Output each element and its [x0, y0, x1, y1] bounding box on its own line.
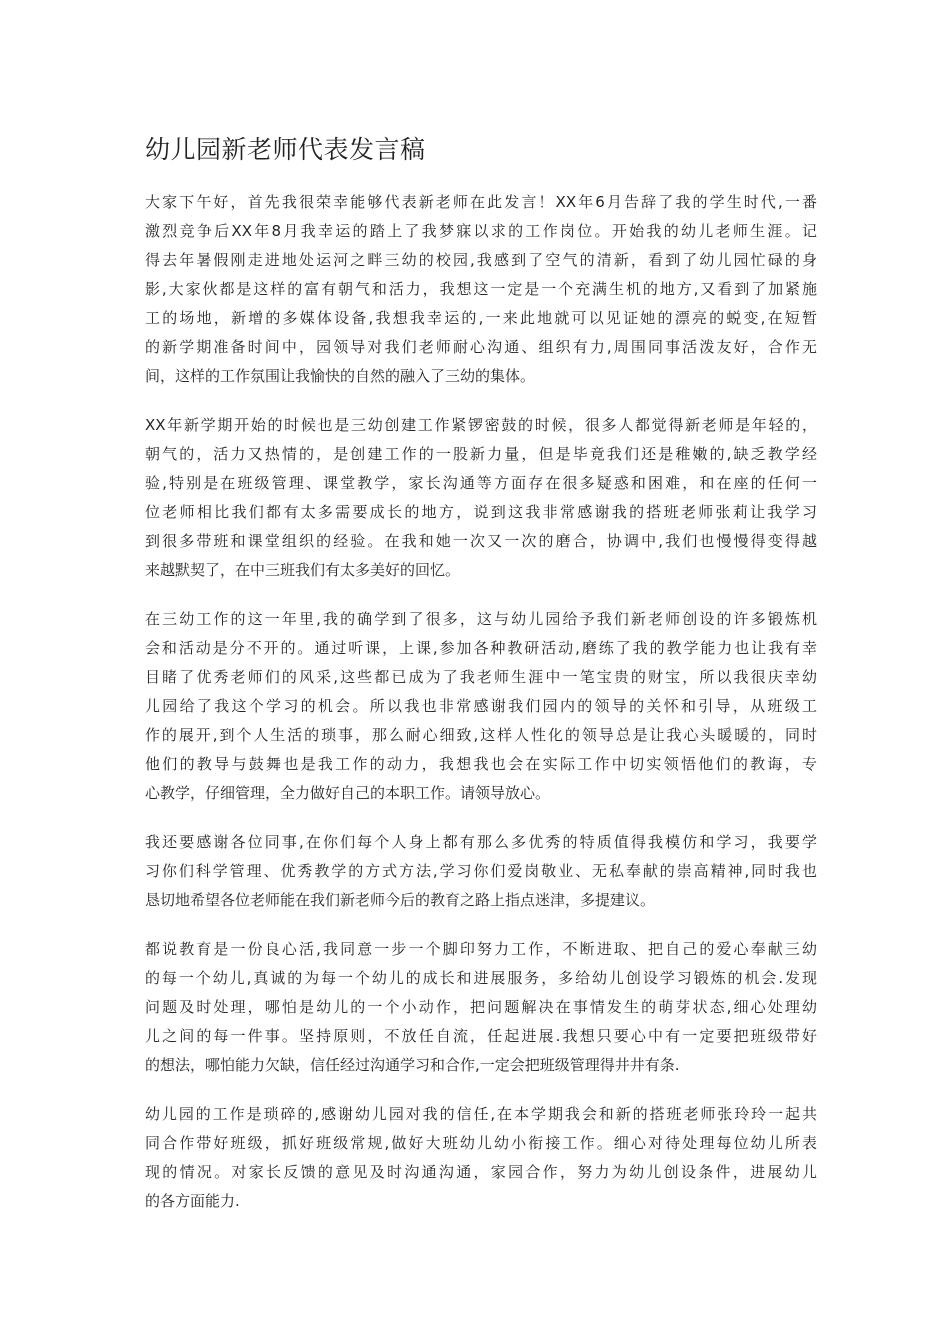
paragraph	[145, 1100, 817, 1216]
paragraph-line: 激烈竞争后XX年8月我幸运的踏上了我梦寐以求的工作岗位。开始我的幼儿老师生涯。记	[145, 222, 817, 240]
paragraph-line: 幼儿园的工作是琐碎的,感谢幼儿园对我的信任,在本学期我会和新的搭班老师张玲玲一起共	[145, 1105, 817, 1123]
paragraph	[145, 188, 817, 391]
paragraph-line: 问题及时处理，哪怕是幼儿的一个小动作，把问题解决在事情发生的萌芽状态,细心处理幼	[145, 998, 817, 1016]
paragraph-line: 他们的教导与鼓舞也是我工作的动力，我想我也会在实际工作中切实领悟他们的教诲，专	[145, 755, 817, 773]
paragraph-line: 验,特别是在班级管理、课堂教学，家长沟通等方面存在很多疑惑和困难，和在座的任何一	[145, 474, 817, 492]
paragraph-line: 目睹了优秀老师们的风采,这些都已成为了我老师生涯中一笔宝贵的财宝，所以我很庆幸幼	[145, 668, 817, 686]
paragraph-line: 儿园给了我这个学习的机会。所以我也非常感谢我们园内的领导的关怀和引导，从班级工	[145, 697, 817, 715]
paragraph-line: 都说教育是一份良心活,我同意一步一个脚印努力工作，不断进取、把自己的爱心奉献三幼	[145, 940, 817, 958]
paragraph-line: 作的展开,到个人生活的琐事，那么耐心细致,这样人性化的领导总是让我心头暖暖的，同时	[145, 726, 817, 744]
paragraph-line: 儿之间的每一件事。坚持原则，不放任自流，任起进展.我想只要心中有一定要把班级带好	[145, 1027, 817, 1045]
paragraph-line: 得去年暑假刚走进地处运河之畔三幼的校园,我感到了空气的清新，看到了幼儿园忙碌的身	[145, 251, 817, 269]
paragraph-line: 心教学，仔细管理，全力做好自己的本职工作。请领导放心。	[145, 784, 551, 802]
paragraph-line: 的每一个幼儿,真诚的为每一个幼儿的成长和进展服务，多给幼儿创设学习锻炼的机会.发现	[145, 969, 817, 987]
paragraph	[145, 411, 817, 585]
paragraph-line: 大家下午好，首先我很荣幸能够代表新老师在此发言！XX年6月告辞了我的学生时代,一番	[145, 193, 817, 211]
document-title: 幼儿园新老师代表发言稿	[145, 135, 426, 164]
paragraph-line: 的各方面能力.	[145, 1192, 240, 1210]
paragraph-line: 现的情况。对家长反馈的意见及时沟通沟通，家园合作，努力为幼儿创设条件，进展幼儿	[145, 1163, 817, 1181]
document-body	[145, 188, 817, 1236]
paragraph-line: 同合作带好班级，抓好班级常规,做好大班幼儿幼小衔接工作。细心对待处理每位幼儿所表	[145, 1134, 817, 1152]
paragraph-line: 的想法，哪怕能力欠缺，信任经过沟通学习和合作,一定会把班级管理得井井有条.	[145, 1056, 680, 1074]
paragraph-line: 恳切地希望各位老师能在我们新老师今后的教育之路上指点迷津，多提建议。	[145, 891, 656, 909]
paragraph	[145, 605, 817, 808]
paragraph-line: XX年新学期开始的时候也是三幼创建工作紧锣密鼓的时候，很多人都觉得新老师是年轻的，	[145, 416, 817, 434]
paragraph-line: 来越默契了，在中三班我们有太多美好的回忆。	[145, 561, 461, 579]
paragraph-line: 间，这样的工作氛围让我愉快的自然的融入了三幼的集体。	[145, 367, 536, 385]
paragraph-line: 我还要感谢各位同事,在你们每个人身上都有那么多优秀的特质值得我模仿和学习，我要学	[145, 833, 817, 851]
paragraph	[145, 828, 817, 915]
paragraph	[145, 935, 817, 1080]
paragraph-line: 会和活动是分不开的。通过听课，上课,参加各种教研活动,磨练了我的教学能力也让我有幸	[145, 639, 817, 657]
paragraph-line: 的新学期准备时间中，园领导对我们老师耐心沟通、组织有力,周围同事活泼友好，合作无	[145, 338, 817, 356]
paragraph-line: 影,大家伙都是这样的富有朝气和活力，我想这一定是一个充满生机的地方,又看到了加紧施	[145, 280, 817, 298]
paragraph-line: 到很多带班和课堂组织的经验。在我和她一次又一次的磨合，协调中,我们也慢慢得变得越	[145, 532, 817, 550]
paragraph-line: 工的场地，新增的多媒体设备,我想我幸运的,一来此地就可以见证她的漂亮的蜕变,在短暂	[145, 309, 817, 327]
paragraph-line: 习你们科学管理、优秀教学的方式方法,学习你们爱岗敬业、无私奉献的崇高精神,同时我也	[145, 862, 817, 880]
paragraph-line: 朝气的，活力又热情的，是创建工作的一股新力量，但是毕竟我们还是稚嫩的,缺乏教学经	[145, 445, 817, 463]
paragraph-line: 在三幼工作的这一年里,我的确学到了很多，这与幼儿园给予我们新老师创设的许多锻炼机	[145, 610, 817, 628]
paragraph-line: 位老师相比我们都有太多需要成长的地方，说到这我非常感谢我的搭班老师张莉让我学习	[145, 503, 817, 521]
